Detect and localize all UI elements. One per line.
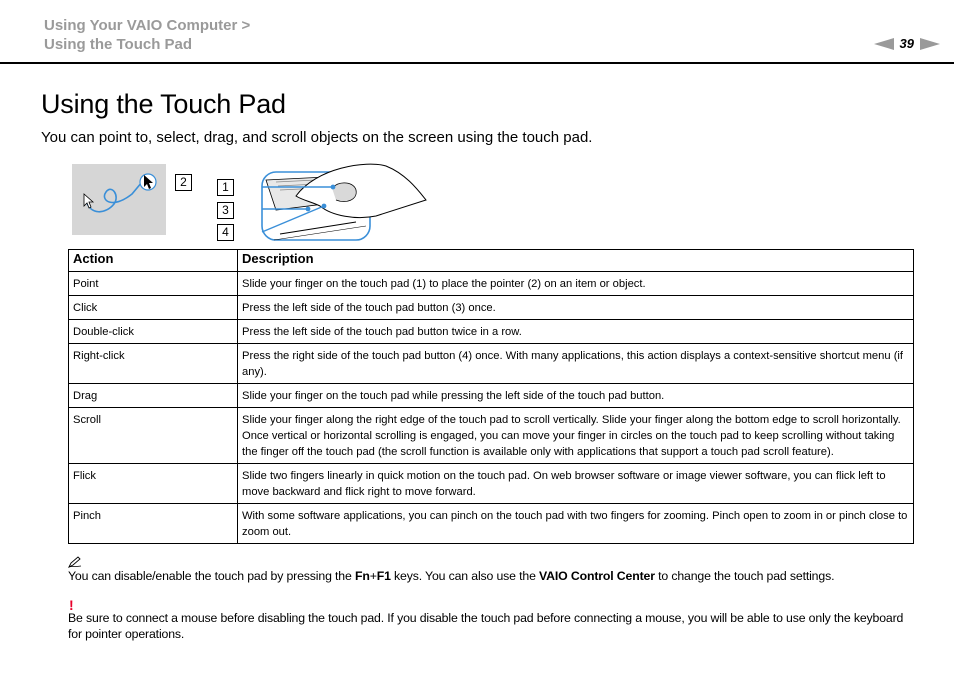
action-cell: Double-click — [69, 320, 238, 344]
screen-pointer-illustration — [72, 164, 166, 235]
breadcrumb-line-1: Using Your VAIO Computer > — [44, 17, 251, 34]
table-row — [69, 296, 914, 320]
action-cell: Scroll — [69, 408, 238, 464]
table-row — [69, 504, 914, 544]
touchpad-actions-table — [68, 249, 914, 544]
page-number: 39 — [899, 36, 914, 51]
description-cell: Press the left side of the touch pad button (3) once. — [238, 296, 914, 320]
table-row — [69, 320, 914, 344]
intro-text: You can point to, select, drag, and scroll objects on the screen using the touch pad. — [41, 129, 593, 146]
touchpad-hand-illustration — [236, 160, 436, 249]
warning-icon: ! — [69, 597, 74, 613]
description-cell: Slide your finger on the touch pad while pressing the left side of the touch pad button. — [238, 384, 914, 408]
note-text-part: to change the touch pad settings. — [654, 569, 835, 583]
next-page-arrow-icon[interactable] — [920, 38, 940, 50]
action-cell: Point — [69, 272, 238, 296]
action-cell: Drag — [69, 384, 238, 408]
description-cell: With some software applications, you can pinch on the touch pad with two fingers for zooming. Pinch open to zoom in or pinch close to zoom out. — [238, 504, 914, 544]
description-cell: Press the right side of the touch pad button (4) once. With many applications, this action displays a context-sensitive shortcut menu (if any). — [238, 344, 914, 384]
header-divider — [0, 62, 954, 64]
fn-key-label: Fn — [354, 569, 370, 583]
table-row — [69, 272, 914, 296]
note-text-part: You can disable/enable the touch pad by pressing the — [68, 569, 355, 583]
page-navigation — [874, 36, 940, 51]
callout-4: 4 — [217, 224, 234, 241]
table-row — [69, 384, 914, 408]
callout-1: 1 — [217, 179, 234, 196]
breadcrumb-line-2: Using the Touch Pad — [44, 36, 193, 53]
description-cell: Press the left side of the touch pad button twice in a row. — [238, 320, 914, 344]
action-cell: Flick — [69, 464, 238, 504]
table-row — [69, 408, 914, 464]
table-row — [69, 344, 914, 384]
previous-page-arrow-icon[interactable] — [874, 38, 894, 50]
plus-sign: + — [369, 569, 377, 583]
description-cell: Slide your finger on the touch pad (1) to place the pointer (2) on an item or object. — [238, 272, 914, 296]
f1-key-label: F1 — [376, 569, 391, 583]
column-header-description: Description — [238, 250, 914, 272]
action-cell: Pinch — [69, 504, 238, 544]
table-row — [69, 464, 914, 504]
vaio-control-center-label: VAIO Control Center — [539, 569, 655, 583]
description-cell: Slide two fingers linearly in quick motion on the touch pad. On web browser software or image viewer software, you can flick left to move backward and flick right to move forward. — [238, 464, 914, 504]
description-cell: Slide your finger along the right edge of the touch pad to scroll vertically. Slide your finger along the bottom edge to scroll horizontally. Once vertical or horizontal scrolling is engaged, you can move your finger in circles on the touch pad to keep scrolling without taking the finger off the touch pad (the scroll function is available only with applications that support a touch pad scroll feature). — [238, 408, 914, 464]
warning-text: Be sure to connect a mouse before disabling the touch pad. If you disable the touch pad before connecting a mouse, you will be able to use only the keyboard for pointer operations. — [68, 611, 904, 641]
callout-3: 3 — [217, 202, 234, 219]
action-cell: Click — [69, 296, 238, 320]
breadcrumb — [44, 16, 250, 54]
note-text — [68, 569, 928, 583]
table-header-row — [69, 250, 914, 272]
note-text-part: keys. You can also use the — [390, 569, 540, 583]
column-header-action: Action — [69, 250, 238, 272]
callout-2: 2 — [175, 174, 192, 191]
page-title: Using the Touch Pad — [41, 89, 286, 119]
action-cell: Right-click — [69, 344, 238, 384]
